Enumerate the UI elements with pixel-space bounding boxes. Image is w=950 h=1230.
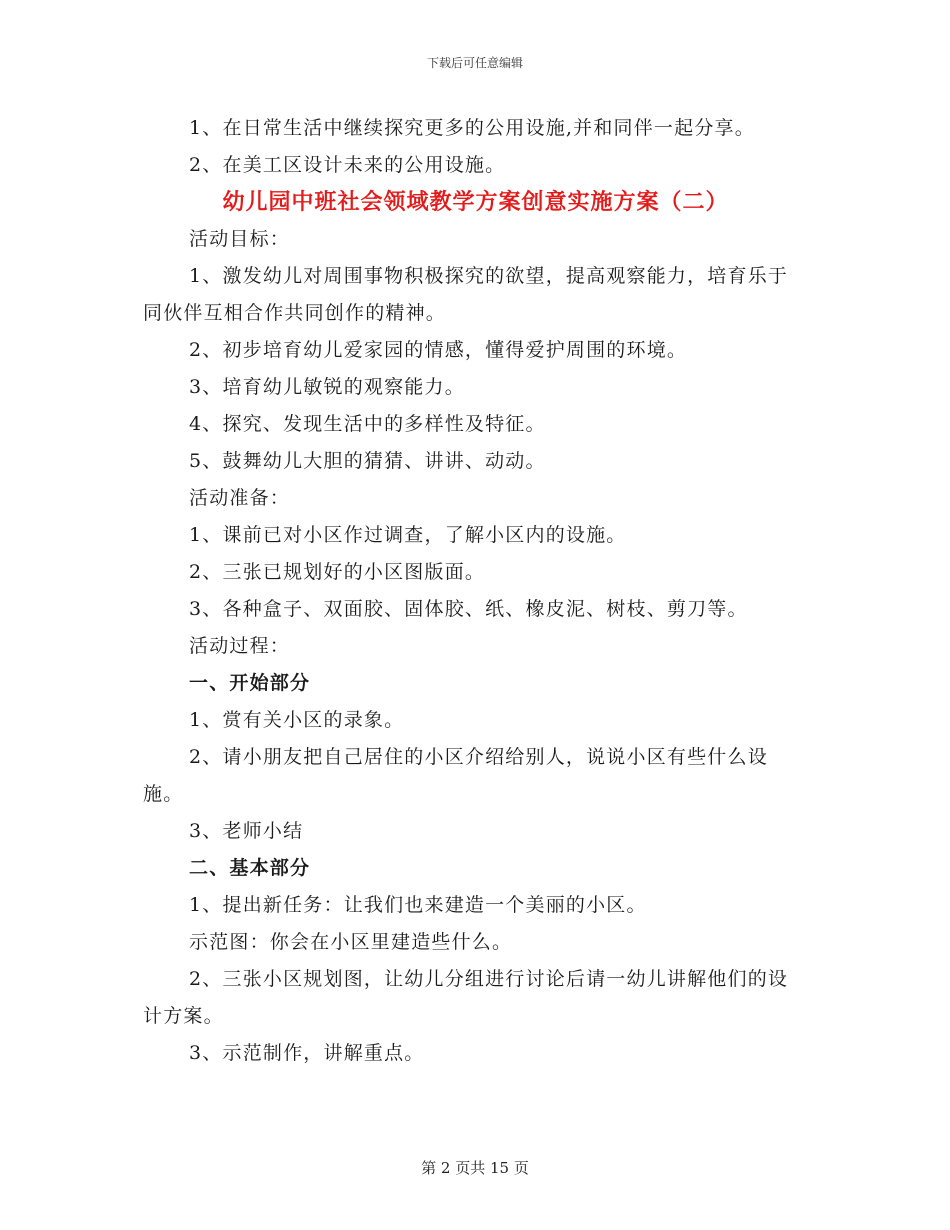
paragraph: 3、老师小结 [189, 820, 304, 842]
paragraph: 3、示范制作，讲解重点。 [189, 1042, 425, 1064]
paragraph: 示范图：你会在小区里建造些什么。 [189, 931, 513, 953]
paragraph: 3、各种盒子、双面胶、固体胶、纸、橡皮泥、树枝、剪刀等。 [189, 598, 748, 620]
paragraph: 2、初步培育幼儿爱家园的情感，懂得爱护周围的环境。 [189, 339, 688, 361]
paragraph: 5、鼓舞幼儿大胆的猜猜、讲讲、动动。 [189, 450, 546, 472]
paragraph: 2、在美工区设计未来的公用设施。 [189, 154, 506, 176]
paragraph: 2、请小朋友把自己居住的小区介绍给别人，说说小区有些什么设施。 [143, 746, 768, 805]
page-header: 下载后可任意编辑 [426, 56, 523, 70]
paragraph: 3、培育幼儿敏锐的观察能力。 [189, 376, 465, 398]
document-body [143, 110, 808, 1072]
paragraph: 4、探究、发现生活中的多样性及特征。 [189, 413, 546, 435]
paragraph: 1、课前已对小区作过调查，了解小区内的设施。 [189, 524, 627, 546]
process-label: 活动过程： [189, 635, 291, 657]
section-title: 幼儿园中班社会领域教学方案创意实施方案（二） [222, 189, 729, 215]
paragraph: 1、赏有关小区的录象。 [189, 709, 405, 731]
paragraph: 2、三张小区规划图，让幼儿分组进行讨论后请一幼儿讲解他们的设计方案。 [143, 968, 789, 1027]
part-heading: 一、开始部分 [189, 672, 311, 694]
goals-label: 活动目标： [189, 228, 291, 250]
paragraph: 1、提出新任务：让我们也来建造一个美丽的小区。 [189, 894, 647, 916]
paragraph: 1、在日常生活中继续探究更多的公用设施,并和同伴一起分享。 [189, 117, 755, 139]
page-footer: 第 2 页共 15 页 [421, 1159, 529, 1177]
prep-label: 活动准备： [189, 487, 291, 509]
part-heading: 二、基本部分 [189, 857, 311, 879]
paragraph: 2、三张已规划好的小区图版面。 [189, 561, 486, 583]
paragraph: 1、激发幼儿对周围事物积极探究的欲望，提高观察能力，培育乐于同伙伴互相合作共同创作的精神。 [143, 265, 789, 324]
